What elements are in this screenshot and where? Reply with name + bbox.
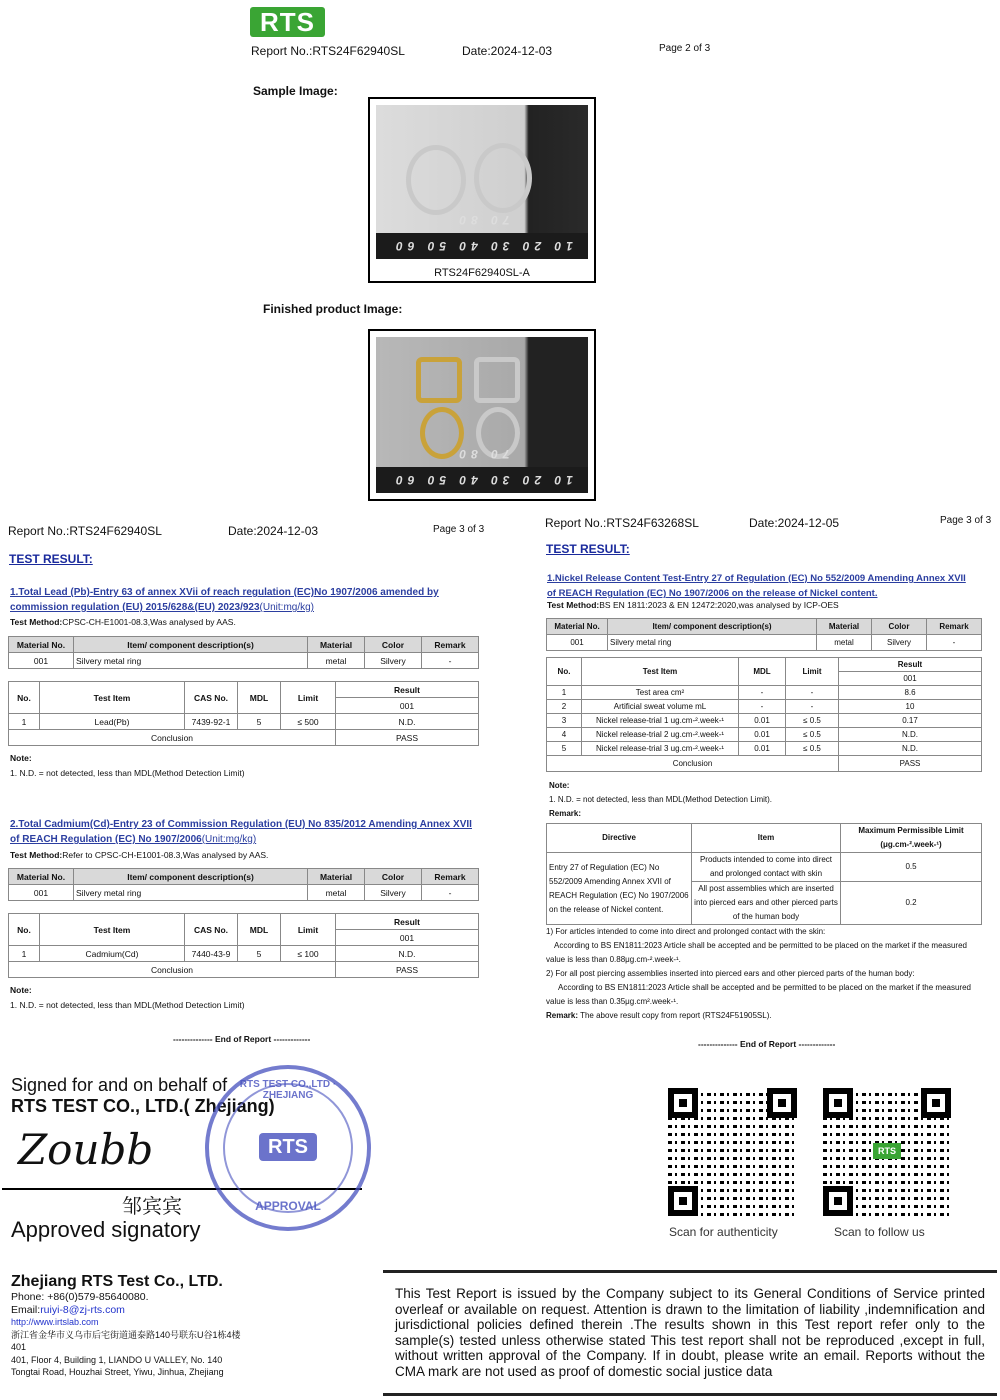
- col-header: Material No.: [9, 637, 74, 653]
- sample-caption: RTS24F62940SL-A: [434, 267, 530, 279]
- email-link[interactable]: ruiyi-8@zj-rts.com: [40, 1303, 125, 1316]
- col-header: Directive: [547, 824, 692, 853]
- test-result-heading: TEST RESULT:: [546, 542, 630, 556]
- note-label: Note:: [10, 753, 32, 763]
- table-row: [547, 700, 982, 714]
- cell: 2: [547, 700, 582, 714]
- cell: Conclusion: [9, 730, 336, 746]
- cell: 7440-43-9: [185, 946, 238, 962]
- col-header: No.: [9, 914, 40, 946]
- remark-label: Remark:: [549, 809, 582, 818]
- section-title-text: 1.Total Lead (Pb)-Entry 63 of annex XVii of reach regulation (EC)No 1907/2006 amended by commission regulation (EU) 2015/628&(EU) 2023/923: [10, 587, 439, 613]
- cell: 0.01: [739, 742, 786, 756]
- cell: 7439-92-1: [185, 714, 238, 730]
- email-label: Email:: [11, 1303, 41, 1316]
- note-text: According to BS EN1811:2023 Article shall be accepted and be permitted to be placed on the market if the measured value is less than 0.88μg.cm-².week-¹.: [546, 941, 967, 964]
- col-header: Item/ component description(s): [74, 637, 308, 653]
- col-header: Limit: [786, 658, 839, 686]
- seal-logo: RTS: [259, 1133, 317, 1161]
- ring-icon: [406, 145, 466, 215]
- end-of-report: -------------- End of Report -------------: [173, 1034, 311, 1044]
- cell: Conclusion: [547, 756, 839, 772]
- qr-code-authenticity[interactable]: [668, 1088, 797, 1216]
- material-table: [546, 618, 982, 651]
- conclusion-row: [547, 756, 982, 772]
- table-row: [547, 853, 982, 882]
- section-title-nickel: 1.Nickel Release Content Test-Entry 27 of Regulation (EC) No 552/2009 Amending Annex XVII of REACH Regulation (EC) No 1907/2006 on the release of Nickel content.: [547, 573, 966, 599]
- cell: N.D.: [336, 946, 479, 962]
- cell: Test area cm²: [582, 686, 739, 700]
- disclaimer: This Test Report is issued by the Company subject to its General Conditions of Service printed overleaf or available on request. Attention is drawn to the limitation of liability ,indemnification and jurisdictional policies defined therein .The results shown in this Test report refer only to the sample(s) tested unless otherwise stated This test report shall not be reproduced ,except in full, without written approval of the Company. If in doubt, please write an email. Reports without the CMA mark are not used as proof of domestic social justice data: [383, 1270, 997, 1396]
- signatory-chinese-name: 邹宾宾: [122, 1196, 182, 1218]
- note-text: 1. N.D. = not detected, less than MDL(Method Detection Limit).: [549, 795, 772, 804]
- conclusion-value: PASS: [839, 756, 982, 772]
- cell: 0.17: [839, 714, 982, 728]
- cell: -: [739, 686, 786, 700]
- col-header: Result: [839, 658, 982, 672]
- nickel-notes: [546, 925, 984, 1023]
- test-result-heading: TEST RESULT:: [9, 552, 93, 566]
- conclusion-row: [9, 730, 479, 746]
- col-header: Color: [365, 637, 422, 653]
- cell: metal: [308, 885, 365, 901]
- cell: Products intended to come into direct and prolonged contact with skin: [692, 853, 841, 882]
- cell: metal: [308, 653, 365, 669]
- cell: 001: [547, 635, 608, 651]
- report-date: Date:2024-12-03: [462, 44, 553, 58]
- col-header: MDL: [238, 914, 281, 946]
- cell: 3: [547, 714, 582, 728]
- test-table: [8, 913, 479, 978]
- cell: Lead(Pb): [40, 714, 185, 730]
- nickel-test-table: [546, 657, 982, 772]
- table-row: [9, 714, 479, 730]
- note: [10, 751, 245, 781]
- col-header: Item: [692, 824, 841, 853]
- col-header: Item/ component description(s): [608, 619, 817, 635]
- cell: 1: [9, 714, 40, 730]
- note: [549, 779, 772, 821]
- company-name: Zhejiang RTS Test Co., LTD.: [11, 1273, 223, 1290]
- note-text: 2) For all post piercing assemblies inserted into pierced ears and other pierced parts of the human body:: [546, 969, 915, 978]
- table-row: [547, 714, 982, 728]
- address-chinese: 浙江省金华市义乌市后宅街道通泰路140号联东U谷1栋4楼401: [11, 1329, 241, 1352]
- cell: -: [927, 635, 982, 651]
- cell: -: [422, 653, 479, 669]
- table-row: [547, 742, 982, 756]
- col-header: Color: [872, 619, 927, 635]
- table-row: [547, 686, 982, 700]
- conclusion-value: PASS: [336, 730, 479, 746]
- cell: Nickel release-trial 2 ug.cm-².week-¹: [582, 728, 739, 742]
- col-header: Result: [336, 682, 479, 698]
- cell: Nickel release-trial 1 ug.cm-².week-¹: [582, 714, 739, 728]
- col-header: Material No.: [547, 619, 608, 635]
- ring-icon: [416, 357, 462, 403]
- conclusion-value: PASS: [336, 962, 479, 978]
- table-row: [547, 728, 982, 742]
- unit-text: (Unit:mg/kg): [259, 602, 314, 613]
- cell: -: [786, 700, 839, 714]
- note-text: 1. N.D. = not detected, less than MDL(Method Detection Limit): [10, 768, 245, 778]
- cell: Cadmium(Cd): [40, 946, 185, 962]
- note-text: 1) For articles intended to come into direct and prolonged contact with the skin:: [546, 927, 826, 936]
- test-method: [10, 617, 236, 627]
- table-row: [547, 635, 982, 651]
- col-header: 001: [839, 672, 982, 686]
- rts-logo: RTS: [250, 7, 325, 37]
- col-header: Result: [336, 914, 479, 930]
- page-number: Page 2 of 3: [659, 43, 711, 54]
- section-title-cadmium: [10, 817, 480, 847]
- cell: Silvery: [365, 885, 422, 901]
- cell: N.D.: [839, 728, 982, 742]
- remark-table: [546, 823, 982, 925]
- col-header: Test Item: [40, 682, 185, 714]
- col-header: No.: [547, 658, 582, 686]
- col-header: Material: [817, 619, 872, 635]
- company-info: [11, 1272, 246, 1379]
- col-header: CAS No.: [185, 682, 238, 714]
- ring-icon: [474, 357, 520, 403]
- col-header: Item/ component description(s): [74, 869, 308, 885]
- cell: ≤ 500: [281, 714, 336, 730]
- unit-text: (Unit:mg/kg): [201, 834, 257, 845]
- note-text: According to BS EN1811:2023 Article shall be accepted and be permitted to be placed on the market if the measured value is less than 0.35μg.cm².week-¹.: [546, 983, 971, 1006]
- col-header: MDL: [739, 658, 786, 686]
- note-text: 1. N.D. = not detected, less than MDL(Method Detection Limit): [10, 1000, 245, 1010]
- test-method: [10, 850, 268, 860]
- test-method-value: CPSC-CH-E1001-08.3,Was analysed by AAS.: [62, 617, 236, 627]
- cell: 001: [9, 653, 74, 669]
- page-number: Page 3 of 3: [940, 515, 992, 526]
- handwritten-signature: Zoubb: [18, 1125, 154, 1174]
- cell: 10: [839, 700, 982, 714]
- ruler: 10 20 30 40 50 60 70 80: [376, 233, 588, 259]
- cell: Silvery metal ring: [608, 635, 817, 651]
- cell: Silvery: [872, 635, 927, 651]
- cell: -: [422, 885, 479, 901]
- cell: Entry 27 of Regulation (EC) No 552/2009 Amending Annex XVII of REACH Regulation (EC) No 1907/2006 on the release of Nickel content.: [547, 853, 692, 925]
- finished-product-label: Finished product Image:: [263, 302, 403, 316]
- seal-approval: APPROVAL: [255, 1199, 321, 1213]
- cell: 1: [547, 686, 582, 700]
- col-header: 001: [336, 698, 479, 714]
- remark-label: Remark:: [546, 1011, 579, 1020]
- material-table: [8, 868, 479, 901]
- report-number: Report No.:RTS24F62940SL: [8, 524, 162, 538]
- col-header: Limit: [281, 914, 336, 946]
- cell: Conclusion: [9, 962, 336, 978]
- sample-image: [368, 97, 596, 283]
- col-header: Test Item: [40, 914, 185, 946]
- cell: N.D.: [839, 742, 982, 756]
- cell: 4: [547, 728, 582, 742]
- col-header: Test Item: [582, 658, 739, 686]
- col-header: Material No.: [9, 869, 74, 885]
- col-header: No.: [9, 682, 40, 714]
- table-row: [9, 946, 479, 962]
- qr-caption-follow: Scan to follow us: [834, 1225, 925, 1239]
- qr-caption-authenticity: Scan for authenticity: [669, 1225, 778, 1239]
- cell: 5: [547, 742, 582, 756]
- cell: 001: [9, 885, 74, 901]
- page-number: Page 3 of 3: [433, 524, 485, 535]
- test-method-value: Refer to CPSC-CH-E1001-08.3,Was analysed by AAS.: [62, 850, 269, 860]
- qr-code-follow[interactable]: [823, 1088, 951, 1216]
- ruler: 10 20 30 40 50 60 70 80: [376, 467, 588, 493]
- company-seal: [205, 1065, 371, 1231]
- cell: ≤ 0.5: [786, 742, 839, 756]
- cell: Nickel release-trial 3 ug.cm-².week-¹: [582, 742, 739, 756]
- address-english: 401, Floor 4, Building 1, LIANDO U VALLEY, No. 140 Tongtai Road, Houzhai Street, Yiwu, Jinhua, Zhejiang: [11, 1354, 224, 1377]
- website-link[interactable]: http://www.irtslab.com: [11, 1317, 99, 1327]
- cell: All post assemblies which are inserted into pierced ears and other pierced parts of the human body: [692, 882, 841, 925]
- cell: 0.5: [841, 853, 982, 882]
- cell: 8.6: [839, 686, 982, 700]
- section-title-text: 2.Total Cadmium(Cd)-Entry 23 of Commission Regulation (EU) No 835/2012 Amending Annex XVII of REACH Regulation (EC) No 1907/2006: [10, 819, 472, 845]
- col-header: Remark: [927, 619, 982, 635]
- cell: Silvery: [365, 653, 422, 669]
- col-header: Material: [308, 637, 365, 653]
- col-header: Remark: [422, 869, 479, 885]
- test-method-label: Test Method:: [10, 850, 63, 860]
- cell: 0.2: [841, 882, 982, 925]
- company-signatory: RTS TEST CO., LTD.( Zhejiang): [11, 1096, 275, 1116]
- table-row: [9, 653, 479, 669]
- cell: metal: [817, 635, 872, 651]
- cell: ≤ 0.5: [786, 728, 839, 742]
- company-phone: Phone: +86(0)579-85640080.: [11, 1291, 149, 1303]
- cell: -: [739, 700, 786, 714]
- test-method: [547, 600, 839, 610]
- test-method-label: Test Method:: [547, 600, 600, 610]
- cell: N.D.: [336, 714, 479, 730]
- cell: ≤ 100: [281, 946, 336, 962]
- report-date: Date:2024-12-05: [749, 516, 840, 530]
- ring-icon: [474, 143, 532, 213]
- section-title-lead: [10, 585, 450, 615]
- table-row: [9, 885, 479, 901]
- approved-signatory: Approved signatory: [11, 1217, 201, 1242]
- col-header: Limit: [281, 682, 336, 714]
- test-method-value: BS EN 1811:2023 & EN 12472:2020,was analysed by ICP-OES: [599, 600, 839, 610]
- col-header: CAS No.: [185, 914, 238, 946]
- qr-badge-logo: RTS: [873, 1143, 901, 1159]
- cell: 5: [238, 946, 281, 962]
- report-number: Report No.:RTS24F63268SL: [545, 516, 699, 530]
- report-date: Date:2024-12-03: [228, 524, 319, 538]
- col-header: Color: [365, 869, 422, 885]
- col-header: MDL: [238, 682, 281, 714]
- cell: 1: [9, 946, 40, 962]
- cell: ≤ 0.5: [786, 714, 839, 728]
- remark-text: The above result copy from report (RTS24F51905SL).: [578, 1011, 772, 1020]
- seal-text: RTS TEST CO.,LTD · ZHEJIANG: [239, 1079, 337, 1101]
- material-table: [8, 636, 479, 669]
- conclusion-row: [9, 962, 479, 978]
- test-table: [8, 681, 479, 746]
- col-header: 001: [336, 930, 479, 946]
- col-header: Maximum Permissible Limit (μg.cm-².week-¹): [841, 824, 982, 853]
- cell: Silvery metal ring: [74, 653, 308, 669]
- note-label: Note:: [10, 985, 32, 995]
- cell: -: [786, 686, 839, 700]
- cell: Artificial sweat volume mL: [582, 700, 739, 714]
- test-method-label: Test Method:: [10, 617, 63, 627]
- cell: Silvery metal ring: [74, 885, 308, 901]
- report-number: Report No.:RTS24F62940SL: [251, 44, 405, 58]
- sample-image-label: Sample Image:: [253, 84, 338, 98]
- col-header: Remark: [422, 637, 479, 653]
- signed-on-behalf: Signed for and on behalf of: [11, 1075, 228, 1095]
- cell: 0.01: [739, 728, 786, 742]
- finished-product-image: [368, 329, 596, 501]
- col-header: Material: [308, 869, 365, 885]
- end-of-report: -------------- End of Report -------------: [698, 1039, 836, 1049]
- note: [10, 983, 245, 1013]
- note-label: Note:: [549, 781, 570, 790]
- cell: 5: [238, 714, 281, 730]
- cell: 0.01: [739, 714, 786, 728]
